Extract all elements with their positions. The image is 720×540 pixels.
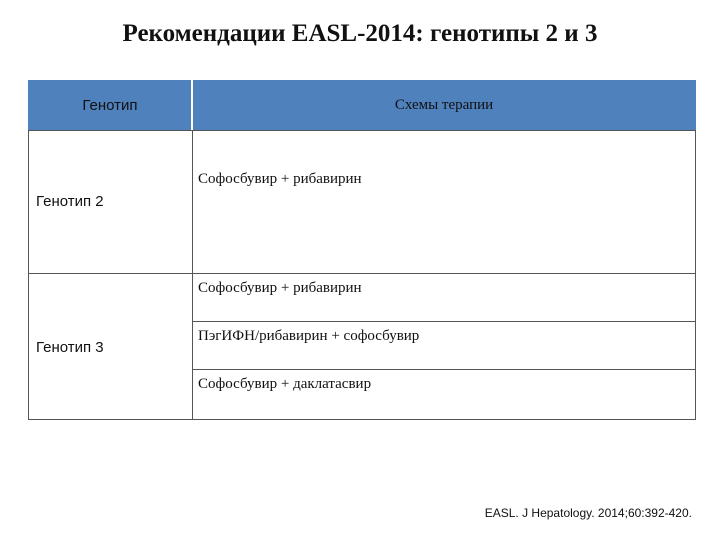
genotype-3-label: Генотип 3 xyxy=(36,339,104,356)
subrow-divider xyxy=(192,321,696,322)
row-divider xyxy=(28,273,696,274)
genotype-2-therapy-1: Софосбувир + рибавирин xyxy=(198,171,362,187)
slide-title: Рекомендации EASL-2014: генотипы 2 и 3 xyxy=(122,20,598,47)
genotype-3-therapy-2: ПэгИФН/рибавирин + софосбувир xyxy=(198,328,420,344)
header-separator xyxy=(191,80,193,130)
genotype-3-therapy-3: Софосбувир + даклатасвир xyxy=(198,376,372,392)
citation: EASL. J Hepatology. 2014;60:392-420. xyxy=(484,506,692,520)
therapy-table xyxy=(28,80,696,420)
column-divider xyxy=(192,130,193,420)
genotype-2-label: Генотип 2 xyxy=(36,193,104,210)
header-therapy-schemes: Схемы терапии xyxy=(192,80,696,130)
subrow-divider xyxy=(192,369,696,370)
header-genotype: Генотип xyxy=(28,80,192,130)
genotype-3-therapy-1: Софосбувир + рибавирин xyxy=(198,280,362,296)
